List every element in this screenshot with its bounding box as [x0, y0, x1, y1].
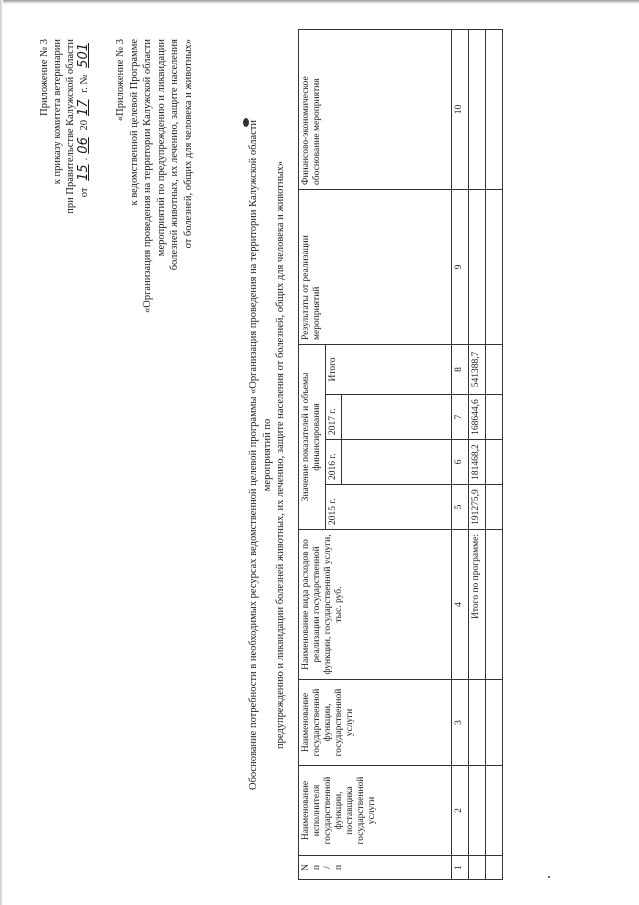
order-appendix-header — [38, 39, 91, 459]
caption-line-2: предупреждению и ликвидации болезней животных, их лечению, защите населения от болезней, общих для человека и животных» — [275, 160, 286, 750]
program-line-5: от болезней, общих для человека и животных» — [182, 39, 194, 249]
year-prefix: 20 — [79, 120, 90, 131]
resource-requirements-table — [298, 29, 503, 880]
header-cell-function: Наименование государственной функции, государственной услуги — [299, 680, 452, 766]
total-sum-value: 541388,7 — [469, 344, 486, 394]
column-number-row — [452, 29, 469, 879]
header-cell-2015: 2015 г. — [326, 485, 452, 530]
caption-line-1: Обоснование потребности в необходимых ресурсах ведомственной целевой программы «Организация проведения на территории Калужской области мероприятий по — [248, 119, 273, 791]
program-appendix-block — [114, 39, 195, 599]
total-empty-cell — [469, 766, 486, 856]
header-cell-expense-type: Наименование вида расходов по реализации государственной функции, государственной услуги, тыс. руб. — [299, 530, 452, 680]
program-appendix-title: «Приложение № 3 — [115, 39, 126, 122]
handwritten-order-number: 501 — [76, 43, 91, 68]
header-cell-values-group: Значение показателей и объемы финансирования — [299, 344, 326, 529]
total-empty-cell — [469, 189, 486, 344]
column-number: 2 — [452, 766, 469, 856]
handwritten-day: 15 — [76, 164, 91, 181]
number-prefix: г. № — [79, 74, 90, 93]
program-line-1: к ведомственной целевой Программе — [128, 39, 140, 206]
total-2016-value: 181468,2 — [469, 440, 486, 485]
total-empty-cell — [469, 29, 486, 189]
column-number: 9 — [452, 189, 469, 344]
column-number: 5 — [452, 485, 469, 530]
total-2017-value: 168644,6 — [469, 395, 486, 440]
column-number: 8 — [452, 344, 469, 394]
total-label: Итого по программе: — [469, 530, 486, 680]
header-cell-number: N п / п — [299, 856, 452, 880]
program-line-2: «Организация проведения на территории Калужской области — [142, 39, 153, 313]
total-2015-value: 191275,9 — [469, 485, 486, 530]
table-caption — [247, 95, 288, 815]
column-number: 7 — [452, 395, 469, 440]
program-line-3: мероприятий по предупреждению и ликвидации — [155, 39, 167, 257]
header-cell-2017-lower — [342, 395, 452, 440]
column-number: 6 — [452, 440, 469, 485]
blank-row — [486, 29, 503, 879]
header-cell-total: Итого — [326, 344, 452, 394]
date-prefix: от — [79, 187, 90, 198]
government-reference: при Правительстве Калужской области — [65, 39, 76, 214]
header-cell-2017: 2017 г. — [326, 395, 342, 440]
total-empty-cell — [469, 680, 486, 766]
column-number: 10 — [452, 29, 469, 189]
total-empty-cell — [469, 856, 486, 880]
header-cell-2016-lower — [342, 440, 452, 485]
appendix-title: Приложение № 3 — [39, 39, 50, 116]
header-cell-2016: 2016 г. — [326, 440, 342, 485]
header-cell-economic-basis: Финансово-экономическое обоснование мероприятия — [299, 29, 452, 189]
program-line-4: болезней животных, их лечению, защите населения — [169, 39, 180, 271]
column-number: 3 — [452, 680, 469, 766]
column-number: 4 — [452, 530, 469, 680]
header-cell-results: Результаты от реализации мероприятий — [299, 189, 452, 344]
handwritten-year: 17 — [76, 99, 91, 117]
handwritten-month: 06 — [76, 137, 91, 154]
program-total-row — [469, 29, 486, 879]
order-date-line: от 15.06 2017 г. № 501 — [77, 39, 91, 459]
order-reference: к приказу комитета ветеринарии — [52, 39, 63, 185]
header-cell-executor: Наименование исполнителя государственной функции, поставщика государственной услуги — [299, 766, 452, 856]
column-number: 1 — [452, 856, 469, 880]
